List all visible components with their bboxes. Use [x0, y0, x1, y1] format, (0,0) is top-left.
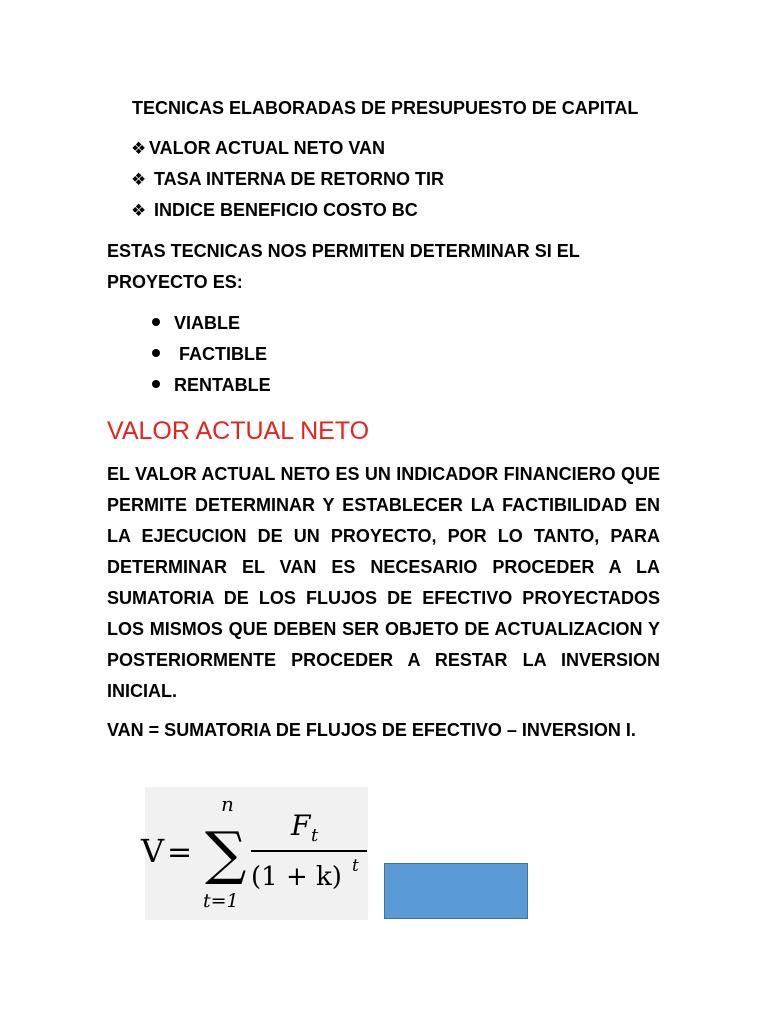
dot-bullet-icon [152, 349, 160, 357]
formula-numerator-sub: t [311, 825, 319, 846]
section-heading: VALOR ACTUAL NETO [107, 417, 370, 445]
criteria-label: VIABLE [174, 313, 241, 333]
technique-label: TASA INTERNA DE RETORNO TIR [149, 169, 445, 189]
technique-item [131, 169, 444, 190]
dot-bullet-icon [152, 318, 160, 326]
criteria-label: RENTABLE [174, 375, 271, 395]
formula-denominator-sup: t [352, 856, 359, 876]
document-title: TECNICAS ELABORADAS DE PRESUPUESTO DE CAPITAL [132, 98, 639, 118]
formula-numerator: F [291, 809, 311, 842]
formula-lower-limit: t=1 [203, 890, 239, 912]
formula-denominator: (1 + k) [251, 862, 342, 892]
diamond-bullet-icon: ❖ [131, 201, 147, 220]
criteria-item [152, 313, 240, 333]
formula-upper-limit: n [221, 792, 234, 816]
formula-graphic [141, 787, 368, 920]
formula-image [141, 787, 368, 920]
formula-equals: = [167, 835, 193, 870]
criteria-item [152, 344, 267, 364]
technique-item [131, 200, 418, 221]
equation-text: VAN = SUMATORIA DE FLUJOS DE EFECTIVO – INVERSION I. [107, 720, 636, 740]
intro-paragraph: ESTAS TECNICAS NOS PERMITEN DETERMINAR SI EL PROYECTO ES: [107, 241, 580, 292]
technique-label: INDICE BENEFICIO COSTO BC [149, 200, 418, 220]
formula-lhs: V [141, 832, 165, 870]
diamond-bullet-icon: ❖ [131, 139, 147, 158]
dot-bullet-icon [152, 380, 160, 388]
summation-icon: ∑ [205, 819, 247, 887]
technique-label: VALOR ACTUAL NETO VAN [149, 138, 386, 158]
technique-item [131, 138, 385, 159]
diamond-bullet-icon: ❖ [131, 170, 147, 189]
criteria-item [152, 375, 271, 395]
criteria-label: FACTIBLE [174, 344, 267, 364]
definition-paragraph: EL VALOR ACTUAL NETO ES UN INDICADOR FINANCIERO QUE PERMITE DETERMINAR Y ESTABLECER LA FACTIBILIDAD EN LA EJECUCION DE UN PROYECTO, POR LO TANTO, PARA DETERMINAR EL VAN ES NECESARIO PROCEDER A LA SUMATORIA DE LOS FLUJOS DE EFECTIVO PROYECTADOS LOS MISMOS QUE DEBEN SER OBJETO DE ACTUALIZACION Y POSTERIORMENTE PROCEDER A RESTAR LA INVERSION INICIAL. [107, 464, 660, 701]
blue-rectangle-shape [384, 863, 528, 919]
